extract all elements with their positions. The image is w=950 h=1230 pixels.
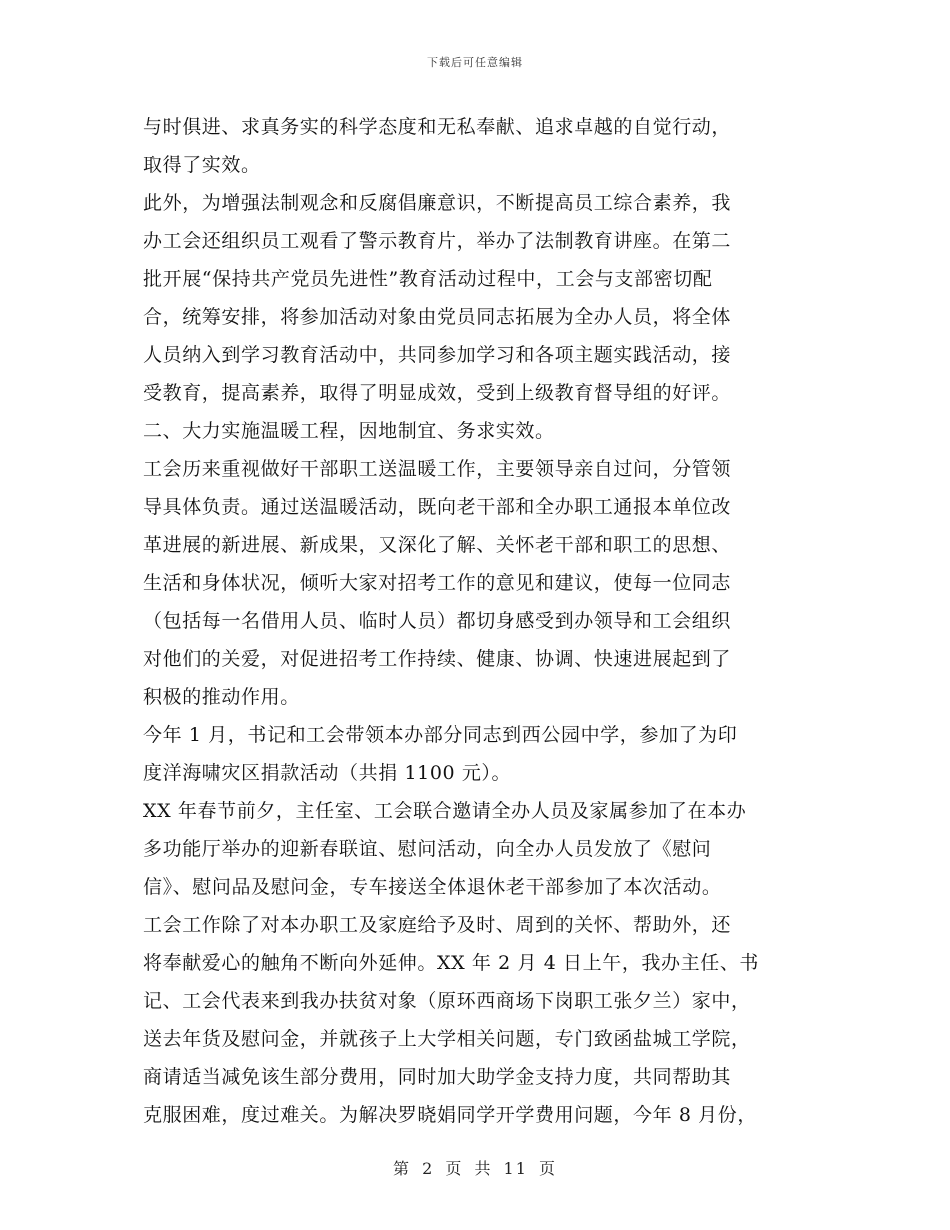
- text-line: 将奉献爱心的触角不断向外延伸。XX 年 2 月 4 日上午，我办主任、书: [143, 952, 760, 974]
- text-line: 取得了实效。: [143, 154, 261, 176]
- text-line: 商请适当减免该生部分费用，同时加大助学金支持力度，共同帮助其: [143, 1066, 732, 1088]
- page-number: 第 2 页 共 11 页: [393, 1159, 557, 1178]
- text-line: 对他们的关爱，对促进招考工作持续、健康、协调、快速进展起到了: [143, 648, 732, 670]
- text-line: 多功能厅举办的迎新春联谊、慰问活动，向全办人员发放了《慰问: [143, 838, 712, 860]
- text-line: 送去年货及慰问金，并就孩子上大学相关问题，专门致函盐城工学院，: [143, 1028, 751, 1050]
- text-line: XX 年春节前夕，主任室、工会联合邀请全办人员及家属参加了在本办: [143, 800, 747, 822]
- text-line: 记、工会代表来到我办扶贫对象（原环西商场下岗职工张夕兰）家中，: [143, 990, 751, 1012]
- text-line: 今年 1 月，书记和工会带领本办部分同志到西公园中学，参加了为印: [143, 724, 738, 746]
- text-line: 合，统筹安排，将参加活动对象由党员同志拓展为全办人员，将全体: [143, 306, 732, 328]
- text-line: 信》、慰问品及慰问金，专车接送全体退休老干部参加了本次活动。: [143, 876, 722, 898]
- text-line: 与时俱进、求真务实的科学态度和无私奉献、追求卓越的自觉行动，: [143, 116, 732, 138]
- page-header: 下载后可任意编辑: [427, 56, 523, 69]
- document-body: [143, 108, 813, 1134]
- text-line: 积极的推动作用。: [143, 686, 300, 708]
- text-line: 人员纳入到学习教育活动中，共同参加学习和各项主题实践活动，接: [143, 344, 732, 366]
- text-line: 导具体负责。通过送温暖活动，既向老干部和全办职工通报本单位改: [143, 496, 732, 518]
- text-line: 此外，为增强法制观念和反腐倡廉意识，不断提高员工综合素养，我: [143, 192, 732, 214]
- text-line: 工会工作除了对本办职工及家庭给予及时、周到的关怀、帮助外，还: [143, 914, 732, 936]
- text-line: 革进展的新进展、新成果，又深化了解、关怀老干部和职工的思想、: [143, 534, 732, 556]
- text-line: 工会历来重视做好干部职工送温暖工作，主要领导亲自过问，分管领: [143, 458, 732, 480]
- text-line: 批开展“保持共产党员先进性”教育活动过程中，工会与支部密切配: [143, 268, 713, 290]
- text-line: 办工会还组织员工观看了警示教育片，举办了法制教育讲座。在第二: [143, 230, 732, 252]
- text-line: 度洋海啸灾区捐款活动（共捐 1100 元）。: [143, 762, 512, 784]
- text-line: （包括每一名借用人员、临时人员）都切身感受到办领导和工会组织: [143, 610, 732, 632]
- text-line: 生活和身体状况，倾听大家对招考工作的意见和建议，使每一位同志: [143, 572, 732, 594]
- text-line: 受教育，提高素养，取得了明显成效，受到上级教育督导组的好评。: [143, 382, 732, 404]
- text-line: 克服困难，度过难关。为解决罗晓娟同学开学费用问题，今年 8 月份，: [143, 1104, 757, 1126]
- section-heading: 二、大力实施温暖工程，因地制宜、务求实效。: [143, 420, 555, 442]
